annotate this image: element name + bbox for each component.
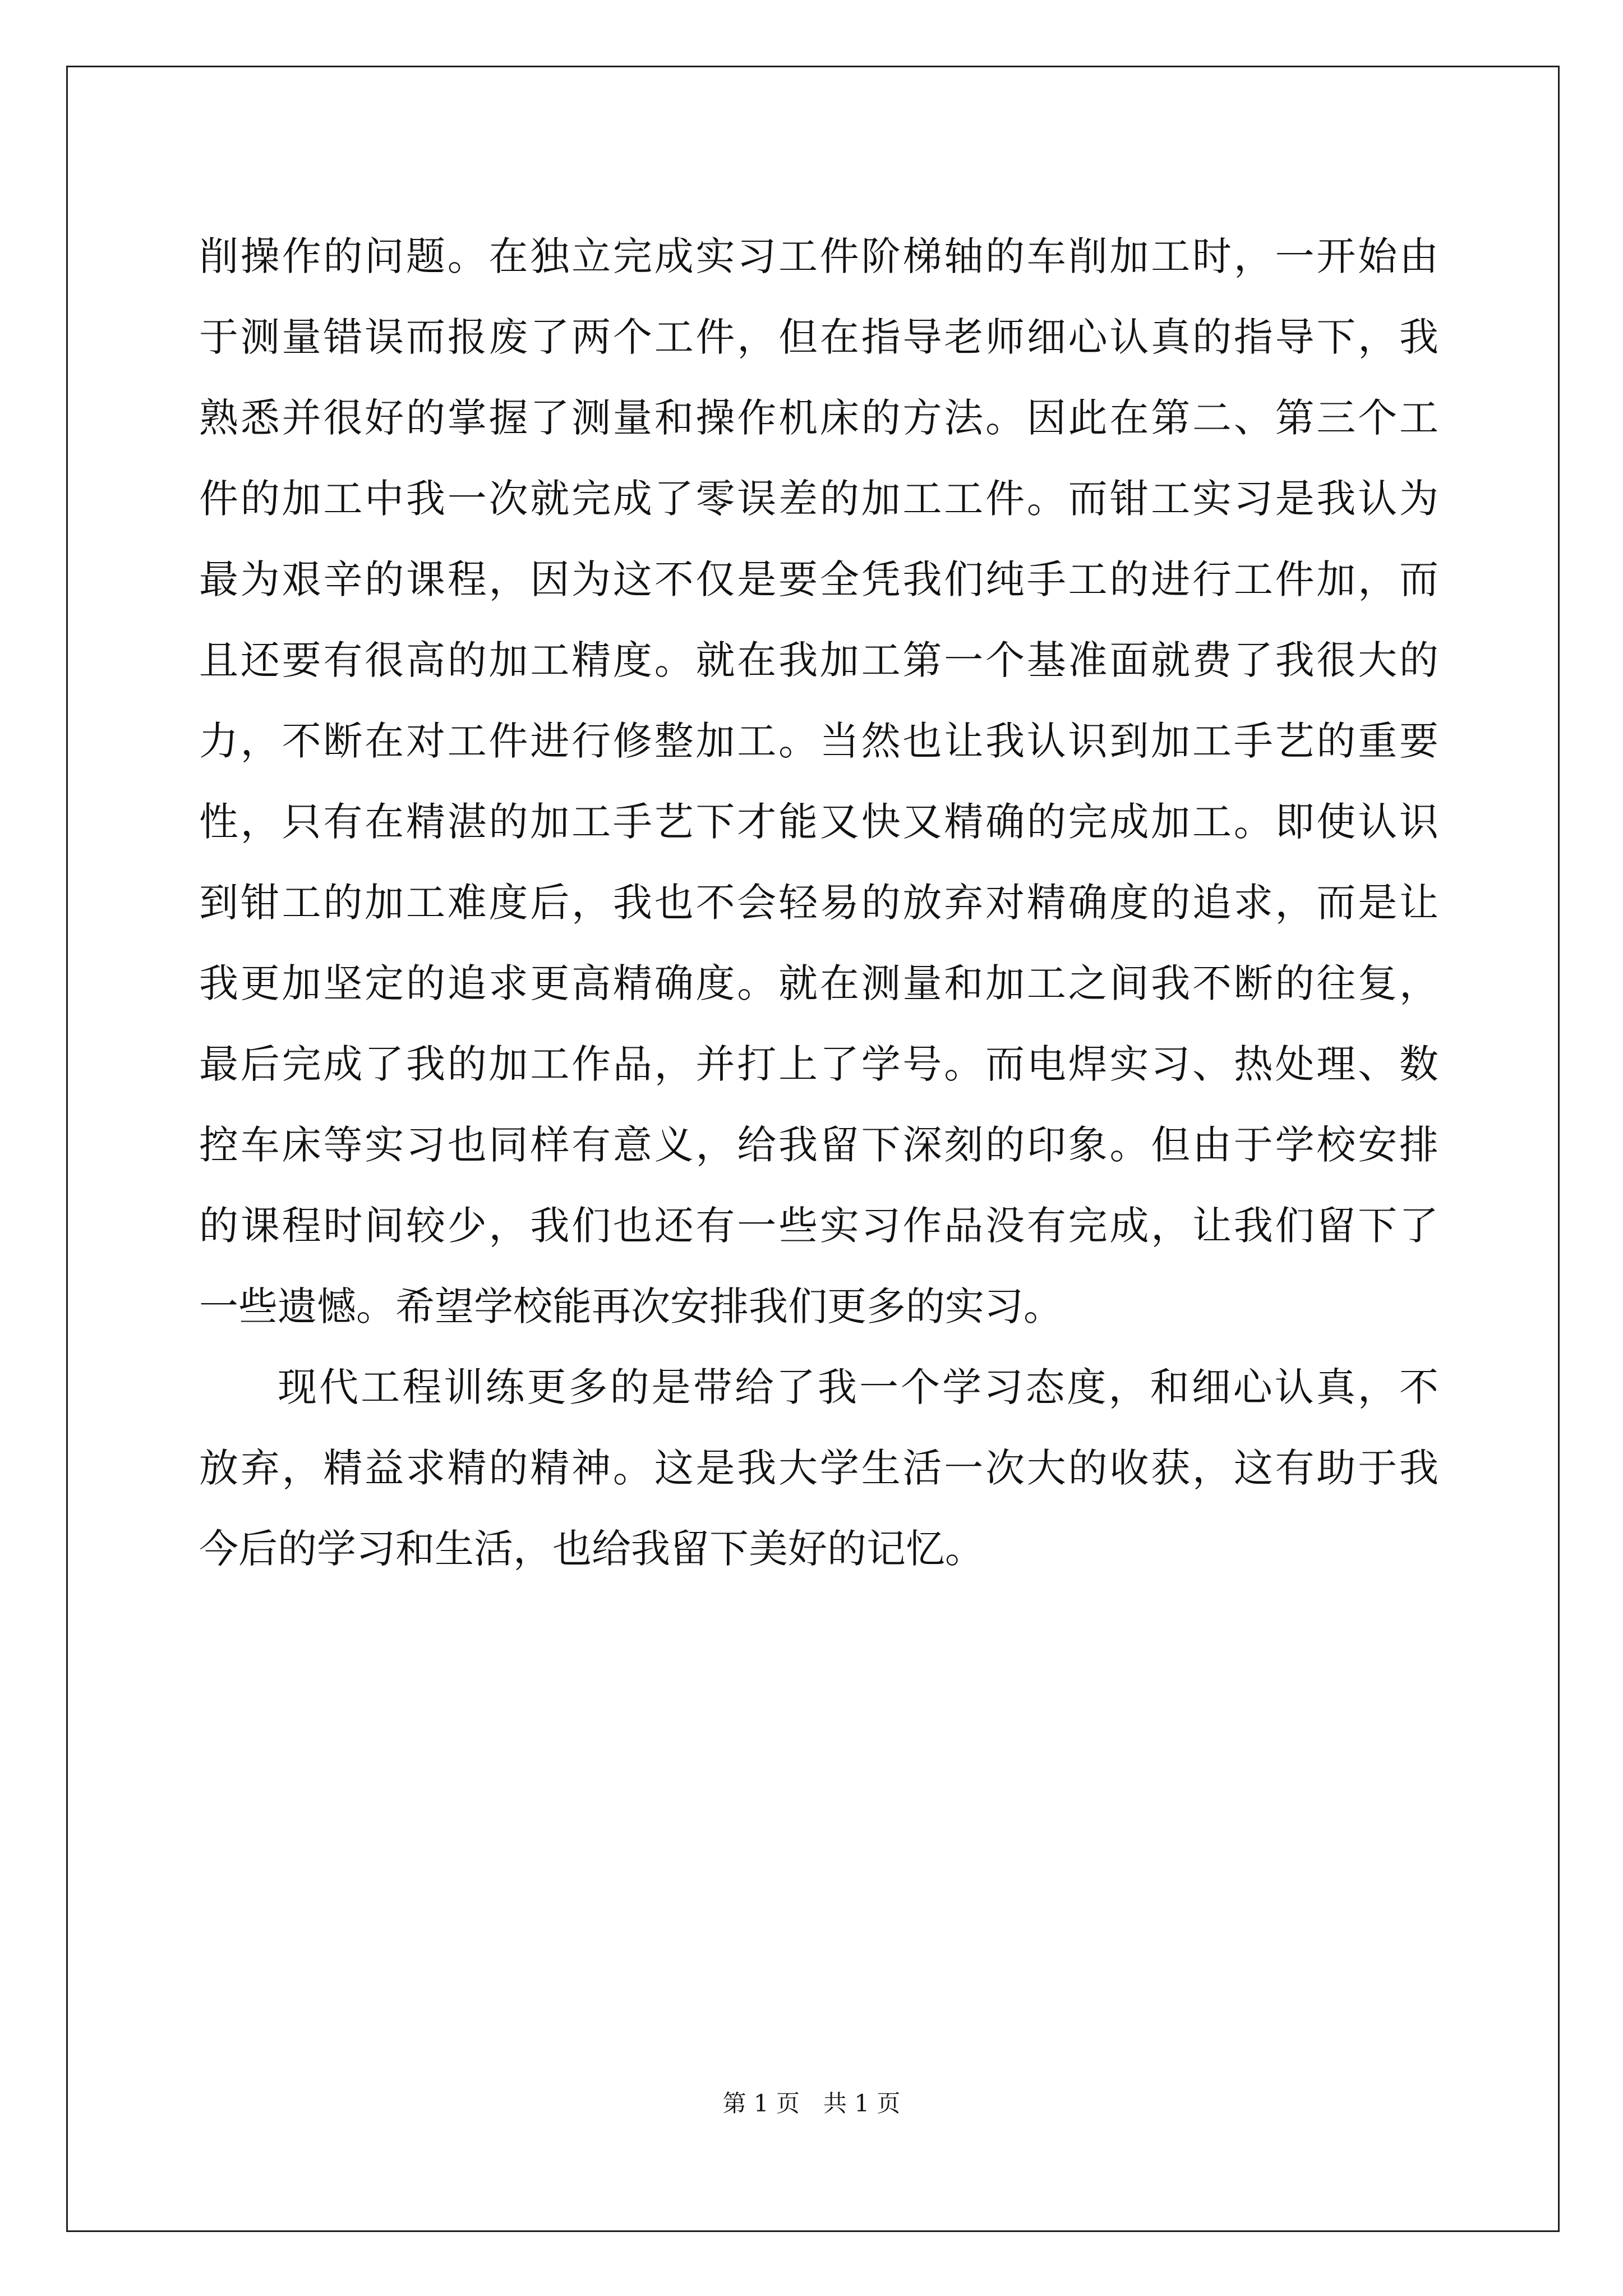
- text-line: 控车床等实习也同样有意义，给我留下深刻的印象。但由于学校安排: [199, 1122, 1438, 1168]
- page-number-footer: 第 1 页 共 1 页: [722, 2090, 901, 2117]
- text-line: 削操作的问题。在独立完成实习工件阶梯轴的车削加工时，一开始由: [199, 233, 1438, 279]
- text-line: 我更加坚定的追求更高精确度。就在测量和加工之间我不断的往复，: [199, 960, 1438, 1006]
- text-line: 最后完成了我的加工作品，并打上了学号。而电焊实习、热处理、数: [199, 1041, 1438, 1087]
- text-line: 今后的学习和生活，也给我留下美好的记忆。: [199, 1526, 984, 1572]
- text-line: 熟悉并很好的掌握了测量和操作机床的方法。因此在第二、第三个工: [199, 395, 1438, 441]
- text-line: 于测量错误而报废了两个工件，但在指导老师细心认真的指导下，我: [199, 314, 1438, 360]
- text-line: 最为艰辛的课程，因为这不仅是要全凭我们纯手工的进行工件加，而: [199, 556, 1438, 602]
- text-line: 一些遗憾。希望学校能再次安排我们更多的实习。: [199, 1283, 1063, 1329]
- text-line: 件的加工中我一次就完成了零误差的加工工件。而钳工实习是我认为: [199, 476, 1438, 522]
- text-line: 且还要有很高的加工精度。就在我加工第一个基准面就费了我很大的: [199, 637, 1438, 683]
- text-line: 现代工程训练更多的是带给了我一个学习态度，和细心认真，不: [278, 1364, 1438, 1410]
- document-body: [199, 216, 1438, 1589]
- text-line: 到钳工的加工难度后，我也不会轻易的放弃对精确度的追求，而是让: [199, 880, 1438, 926]
- text-line: 的课程时间较少，我们也还有一些实习作品没有完成，让我们留下了: [199, 1203, 1438, 1249]
- text-line: 性，只有在精湛的加工手艺下才能又快又精确的完成加工。即使认识: [199, 799, 1438, 845]
- text-line: 力，不断在对工件进行修整加工。当然也让我认识到加工手艺的重要: [199, 718, 1438, 764]
- text-line: 放弃，精益求精的精神。这是我大学生活一次大的收获，这有助于我: [199, 1445, 1438, 1491]
